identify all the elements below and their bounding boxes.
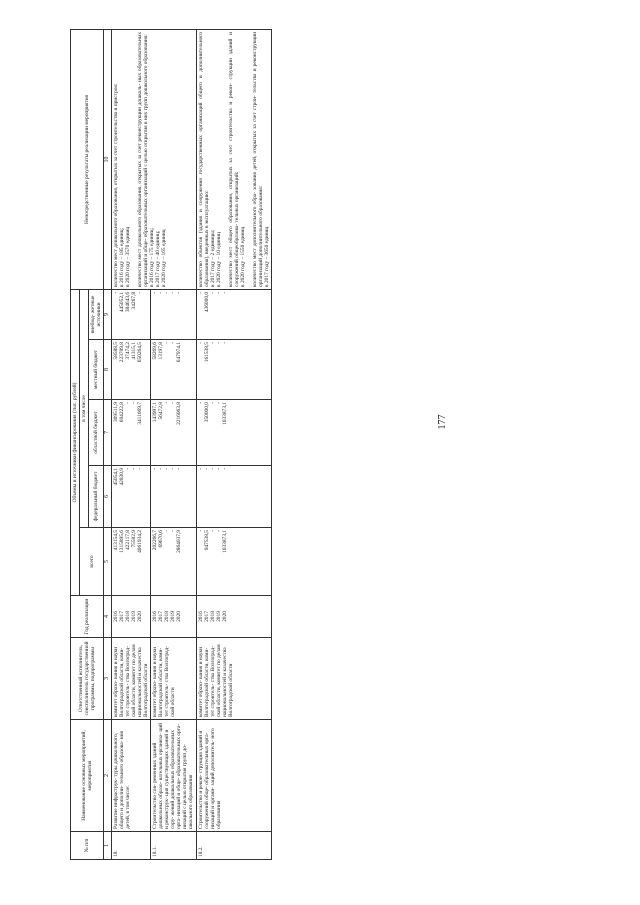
row-extra: - 436000,0 - - -: [196, 289, 272, 339]
header-extra: внебюд- жетные источники: [89, 289, 104, 339]
row-number: 18.: [111, 832, 150, 860]
header-incl: в том числе: [80, 289, 89, 527]
col-number: 1: [104, 832, 112, 860]
row-total: 413154,5 1315895,6 422117,8 75582,9 4061934,2: [111, 528, 150, 596]
row-federal: 45054,1 42830,9 - - -: [111, 466, 150, 528]
header-total: всего: [80, 528, 104, 596]
row-years: 2016 2017 2018 2019 2020: [111, 596, 150, 638]
table-row: [111, 29, 150, 859]
header-executor: Ответственный исполнитель, соисполнитель государственной программы, подпрограммы: [71, 638, 104, 720]
row-executor: комитет образо- вания и науки Волгоградской области, коми- тет строитель- ства Волгоград- ской области, комитет по делам национальностей и казачества Волгоградской области: [196, 638, 272, 720]
row-local: - 161538,5 - - -: [196, 340, 272, 400]
col-number: 7: [104, 400, 112, 466]
row-years: 2016 2017 2018 2019 2020: [196, 596, 272, 638]
col-number: 6: [104, 466, 112, 528]
row-executor: комитет образо- вания и науки Волгоградской области, коми- тет строитель- ства Волгоград- ской области: [151, 638, 196, 720]
col-number: 2: [104, 720, 112, 832]
row-total: - 947538,5 - - 1033873,1: [196, 528, 272, 596]
row-local: 58588,5 223789,8 37474,2 41315,1 650264,5: [111, 340, 150, 400]
header-results: Непосредственные результаты реализации мероприятия: [71, 29, 104, 289]
appendix-continuation-label: [618, 0, 632, 170]
row-local: 58269,6 13197,8 - - 647974,1: [151, 340, 196, 400]
row-results: количество объектов (здания и сооружения государственных организаций общего и дополнительного образования), введенных в эксплуатацию: в 2017 году – 2 единицы; в 2020 году – 10 единиц количество мест общего образования, открытых за счет строительства и рекон- струкции зданий и сооружений общеобразова- тельных организаций: в 2020 году – 1550 единиц количество мест дополнительного обра- зования детей, открытых за счет строи- тельства и реконструкции организаций дополнительного образования: в 2017 году – 3650 единиц: [196, 29, 272, 289]
header-year: Год реализации: [71, 596, 104, 638]
col-number: 8: [104, 340, 112, 400]
row-years: 2016 2017 2018 2019 2020: [151, 596, 196, 638]
row-number: 18.1.: [151, 832, 196, 860]
row-extra: - 445052,1 384643,6 34267,8 -: [111, 289, 150, 339]
row-federal: - - - - -: [196, 466, 272, 528]
row-regional: 143997,1 56472,8 - - 2216063,8: [151, 400, 196, 466]
row-results: количество мест дошкольного образования, открытых за счет строительства и пристроя: в 2016 году – 185 единиц; в 2020 году – 3570 единиц количество мест дошкольного образования, открытых за счет реконструкции дошколь- ных образовательных организаций и обще- образовательных организаций с целью открытия в них групп дошкольного образования: в 2016 году – 175 единиц; в 2017 году – 40 единиц; в 2020 году – 165 единиц: [111, 29, 196, 289]
header-federal: федеральный бюджет: [89, 466, 104, 528]
table-row: [196, 29, 272, 859]
row-total: 202266,7 69670,6 - - 2864037,9: [151, 528, 196, 596]
row-name: Строительство сов- ременных зданий дошкольных образо- вательных организа- ций и реконструк- ция существующих зданий и сору- жений дошкольных образовательных орга- низаций и обще- образовательных орга- низаций с целью открытия групп до- школьного образования: [151, 720, 196, 832]
row-federal: - - - - -: [151, 466, 196, 528]
rotated-table-area: [70, 30, 605, 860]
row-executor: комитет образо- вания и науки Волгоградской области, коми- тет строитель- ства Волгоград- ской области, комитет по делам национальностей и казачества Волгоградской области: [111, 638, 150, 720]
header-finance-group: Объемы и источники финансирования (тыс. рублей): [71, 289, 80, 595]
header-name: Наименование основных мероприятий, мероприятия: [71, 720, 104, 832]
row-regional: 309511,9 604222,8 - - 3411669,7: [111, 400, 150, 466]
col-number: 10: [104, 29, 112, 289]
col-number: 9: [104, 289, 112, 339]
col-number: 3: [104, 638, 112, 720]
col-number: 4: [104, 596, 112, 638]
header-num: № п/п: [71, 832, 104, 860]
row-name: Строительство и рекон- струкция зданий и сооружений обще- образовательных орга- низаций и органи- заций дополнитель- ного образования: [196, 720, 272, 832]
col-number: 5: [104, 528, 112, 596]
header-local: местный бюджет: [89, 340, 104, 400]
row-number: 18.2.: [196, 832, 272, 860]
row-name: Развитие инфраструк- туры дошкольного, общего и дополни- тельного образова- ния детей, в том числе:: [111, 720, 150, 832]
row-regional: - 350000,0 - - 1033873,1: [196, 400, 272, 466]
financing-table: [70, 29, 272, 860]
header-regional: областной бюджет: [89, 400, 104, 466]
column-number-row: [104, 29, 112, 859]
row-extra: - - - - -: [151, 289, 196, 339]
page-number: 177: [437, 414, 448, 430]
